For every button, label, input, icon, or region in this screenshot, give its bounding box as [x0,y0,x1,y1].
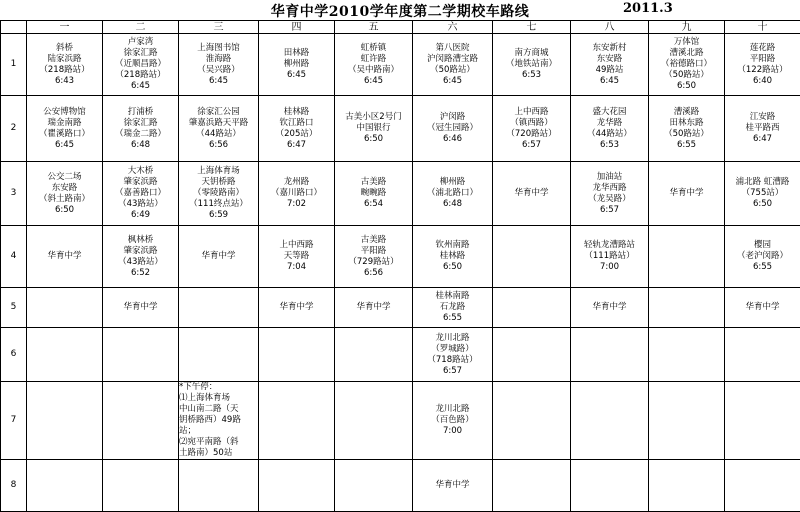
route-cell [413,226,493,288]
stop-text: 漕溪路 [649,107,724,118]
route-cell [27,460,103,512]
table-row [1,460,800,512]
stop-text: 7:00 [571,262,648,273]
stop-text: 华育中学 [259,302,334,313]
stop-text: 6:56 [335,268,412,279]
route-cell [103,96,179,162]
stop-text: 上中西路 [259,240,334,251]
route-cell [725,328,800,382]
stop-text: 田林路 [259,48,334,59]
stop-text: 畹畹路 [335,188,412,199]
stop-text: 平阳路 [335,246,412,257]
stop-text: 6:56 [179,140,258,151]
route-cell [493,288,571,328]
stop-text: （斜土路南） [27,194,102,205]
stop-text: （44路站） [179,129,258,140]
stop-text: 6:52 [103,268,178,279]
stop-text: 6:48 [103,140,178,151]
stop-text: （218路站） [103,70,178,81]
row-number: 5 [1,288,27,328]
route-cell [103,226,179,288]
stop-text: 东安路 [27,183,102,194]
route-cell [571,162,649,226]
stop-text: 桂林路 [259,107,334,118]
route-cell [649,382,725,460]
stop-text: （718路站） [413,355,492,366]
stop-text: （720路站） [493,129,570,140]
stop-text: 49路站 [571,65,648,76]
stop-text: （罗城路） [413,344,492,355]
stop-text: 6:48 [413,199,492,210]
stop-text: 沪闵路漕宝路 [413,54,492,65]
stop-text: （43路站） [103,257,178,268]
stop-text: 徐家汇路 [103,48,178,59]
route-cell [103,34,179,96]
route-cell [493,328,571,382]
route-cell [413,288,493,328]
column-header: 三 [179,21,259,34]
stop-text: 肇嘉浜路天平路 [179,118,258,129]
route-cell [413,96,493,162]
stop-text: 平阳路 [725,54,800,65]
route-cell [413,382,493,460]
stop-text: 6:57 [493,140,570,151]
stop-text: （地铁站南） [493,59,570,70]
column-header: 十 [725,21,800,34]
route-cell [335,162,413,226]
row-number: 1 [1,34,27,96]
stop-text: 轻轨龙漕路站 [571,240,648,251]
column-header: 六 [413,21,493,34]
route-cell [413,328,493,382]
stop-text: 华育中学 [27,251,102,262]
stop-text: 斜桥 [27,43,102,54]
column-header: 二 [103,21,179,34]
stop-text: 肇家浜路 [103,177,178,188]
stop-text: 7:00 [413,426,492,437]
stop-text: 6:55 [725,262,800,273]
stop-text: （729路站） [335,257,412,268]
table-row [1,382,800,460]
route-cell [179,162,259,226]
stop-text: （50路站） [649,70,724,81]
stop-text: 站； [179,426,258,437]
stop-text: 钥桥路西）49路 [179,415,258,426]
stop-text: 天钥桥路 [179,177,258,188]
route-cell [571,34,649,96]
stop-text: 6:57 [413,366,492,377]
stop-text: 上中西路 [493,107,570,118]
stop-text: 6:47 [725,134,800,145]
route-cell [493,34,571,96]
stop-text: 龙华路 [571,118,648,129]
route-cell [493,382,571,460]
stop-text: 加油站 [571,172,648,183]
table-row [1,162,800,226]
stop-text: （百色路） [413,415,492,426]
stop-text: 6:57 [571,205,648,216]
stop-text: 上海体育场 [179,166,258,177]
header-corner [1,21,27,34]
column-header: 五 [335,21,413,34]
route-cell [571,226,649,288]
stop-text: ⑵宛平南路（斜 [179,437,258,448]
stop-text: （205站） [259,129,334,140]
row-number: 8 [1,460,27,512]
stop-text: （近顺昌路） [103,59,178,70]
stop-text: 古美小区2号门 [335,112,412,123]
stop-text: 6:45 [259,70,334,81]
route-cell [493,460,571,512]
stop-text: 枫林桥 [103,235,178,246]
stop-text: 华育中学 [649,188,724,199]
route-cell [725,382,800,460]
route-cell [259,382,335,460]
stop-text: 6:50 [413,262,492,273]
stop-text: 6:50 [27,205,102,216]
route-cell [179,96,259,162]
stop-text: （218路站） [27,65,102,76]
date-label: 2011.3 [623,1,673,16]
stop-text: 6:43 [27,76,102,87]
route-cell [571,288,649,328]
route-cell [413,460,493,512]
stop-text: （嘉川路口） [259,188,334,199]
stop-text: 天等路 [259,251,334,262]
row-number: 6 [1,328,27,382]
stop-text: 6:46 [413,134,492,145]
stop-text: （122路站） [725,65,800,76]
route-cell [259,34,335,96]
stop-text: 华育中学 [335,302,412,313]
stop-text: 华育中学 [103,302,178,313]
stop-text: 莲花路 [725,43,800,54]
stop-text: 7:04 [259,262,334,273]
stop-text: 6:40 [725,76,800,87]
route-cell [571,328,649,382]
stop-text: 华育中学 [493,188,570,199]
route-cell [335,328,413,382]
stop-text: （50路站） [413,65,492,76]
table-body [1,34,800,512]
stop-text: 6:45 [335,76,412,87]
stop-text: 柳州路 [413,177,492,188]
stop-text: 6:50 [725,199,800,210]
route-cell [103,382,179,460]
stop-text: （43路站） [103,199,178,210]
route-cell [649,34,725,96]
table-row [1,328,800,382]
stop-text: 龙华西路 [571,183,648,194]
stop-text: 中山南二路（天 [179,404,258,415]
row-number: 7 [1,382,27,460]
stop-text: 古美路 [335,235,412,246]
route-cell [725,460,800,512]
stop-text: 淮海路 [179,54,258,65]
stop-text: 龙川北路 [413,404,492,415]
stop-text: 徐家汇公园 [179,107,258,118]
stop-text: （吴兴路） [179,65,258,76]
route-cell [179,288,259,328]
stop-text: （755站） [725,188,800,199]
stop-text: 卢家湾 [103,37,178,48]
header-row [1,21,800,34]
stop-text: （老沪闵路） [725,251,800,262]
stop-text: （44路站） [571,129,648,140]
route-cell [335,460,413,512]
stop-text: 柳州路 [259,59,334,70]
stop-text: 土路南）50站 [179,448,258,459]
route-cell [725,226,800,288]
stop-text: 田林东路 [649,118,724,129]
route-cell [27,162,103,226]
route-cell [259,288,335,328]
route-cell [493,96,571,162]
stop-text: 东安路 [571,54,648,65]
bus-route-table [0,20,800,512]
route-cell [259,460,335,512]
stop-text: 6:55 [649,140,724,151]
stop-text: 上海图书馆 [179,43,258,54]
stop-text: （零陵路南） [179,188,258,199]
stop-text: 桂林路 [413,251,492,262]
route-cell [413,162,493,226]
route-cell [103,162,179,226]
stop-text: 江安路 [725,112,800,123]
route-cell [571,96,649,162]
stop-text: 打浦桥 [103,107,178,118]
stop-text: 钦州南路 [413,240,492,251]
stop-text: 第八医院 [413,43,492,54]
stop-text: 公交二场 [27,172,102,183]
route-cell [335,382,413,460]
stop-text: 6:53 [493,70,570,81]
stop-text: 南方商城 [493,48,570,59]
stop-text: ⑴上海体育场 [179,393,258,404]
stop-text: （裕德路口） [649,59,724,70]
stop-text: （111路站） [571,251,648,262]
route-cell [179,382,259,460]
title-row [0,0,800,20]
stop-text: （冠生园路） [413,123,492,134]
route-cell [27,328,103,382]
stop-text: 石龙路 [413,302,492,313]
route-cell [179,460,259,512]
route-cell [649,460,725,512]
stop-text: （111终点站） [179,199,258,210]
stop-text: （瑞金二路） [103,129,178,140]
stop-text: 6:45 [27,140,102,151]
page-title: 华育中学2010学年度第二学期校车路线 [0,1,800,21]
stop-text: 桂林南路 [413,291,492,302]
stop-text: 华育中学 [571,302,648,313]
stop-text: 公安博物馆 [27,107,102,118]
route-cell [179,226,259,288]
route-cell [413,34,493,96]
route-cell [103,328,179,382]
table-row [1,34,800,96]
stop-text: （50路站） [649,129,724,140]
column-header: 四 [259,21,335,34]
stop-text: 盛大花园 [571,107,648,118]
route-cell [493,226,571,288]
route-cell [27,288,103,328]
row-number: 3 [1,162,27,226]
stop-text: 龙川北路 [413,333,492,344]
stop-text: 虹许路 [335,54,412,65]
stop-text: 6:53 [571,140,648,151]
stop-text: （龙吴路） [571,194,648,205]
stop-text: （嘉善路口） [103,188,178,199]
stop-text: 徐家汇路 [103,118,178,129]
route-cell [649,96,725,162]
route-cell [335,288,413,328]
stop-text: 华育中学 [179,251,258,262]
stop-text: 6:50 [335,134,412,145]
route-cell [259,96,335,162]
stop-text: 樱园 [725,240,800,251]
stop-text: 6:47 [259,140,334,151]
column-header: 七 [493,21,571,34]
stop-text: 6:45 [103,81,178,92]
stop-text: 东安新村 [571,43,648,54]
route-cell [649,328,725,382]
column-header: 九 [649,21,725,34]
stop-text: 6:50 [649,81,724,92]
stop-text: 6:45 [413,76,492,87]
stop-text: 肇家浜路 [103,246,178,257]
stop-text: 6:54 [335,199,412,210]
route-cell [649,288,725,328]
stop-text: 中国银行 [335,123,412,134]
row-number: 4 [1,226,27,288]
route-cell [649,162,725,226]
route-cell [571,382,649,460]
stop-text: 沪闵路 [413,112,492,123]
route-cell [259,328,335,382]
stop-text: 6:45 [179,76,258,87]
row-number: 2 [1,96,27,162]
table-row [1,96,800,162]
route-cell [335,96,413,162]
stop-text: 桂平路西 [725,123,800,134]
route-cell [725,162,800,226]
route-cell [493,162,571,226]
route-cell [179,34,259,96]
route-cell [27,382,103,460]
stop-text: 钦江路口 [259,118,334,129]
stop-text: 万体馆 [649,37,724,48]
stop-text: 瑞金南路 [27,118,102,129]
route-cell [27,34,103,96]
route-cell [27,96,103,162]
stop-text: （瞿溪路口） [27,129,102,140]
route-cell [179,328,259,382]
stop-text: 浦北路 虹漕路 [725,177,800,188]
stop-text: （吴中路南） [335,65,412,76]
stop-text: 古美路 [335,177,412,188]
stop-text: *下午停： [179,382,258,393]
stop-text: 大木桥 [103,166,178,177]
route-cell [27,226,103,288]
route-cell [725,34,800,96]
route-cell [259,162,335,226]
stop-text: （浦北路口） [413,188,492,199]
stop-text: 漕溪北路 [649,48,724,59]
stop-text: 6:45 [571,76,648,87]
stop-text: 6:49 [103,210,178,221]
stop-text: 6:59 [179,210,258,221]
route-cell [725,288,800,328]
stop-text: 6:55 [413,313,492,324]
route-cell [335,34,413,96]
route-cell [649,226,725,288]
route-cell [571,460,649,512]
route-cell [725,96,800,162]
column-header: 一 [27,21,103,34]
table-row [1,288,800,328]
stop-text: 陆家浜路 [27,54,102,65]
table-row [1,226,800,288]
route-cell [259,226,335,288]
stop-text: 华育中学 [413,480,492,491]
stop-text: （镇西路） [493,118,570,129]
stop-text: 7:02 [259,199,334,210]
column-header: 八 [571,21,649,34]
stop-text: 虹桥镇 [335,43,412,54]
route-cell [335,226,413,288]
stop-text: 龙州路 [259,177,334,188]
route-cell [103,288,179,328]
route-cell [103,460,179,512]
stop-text: 华育中学 [725,302,800,313]
